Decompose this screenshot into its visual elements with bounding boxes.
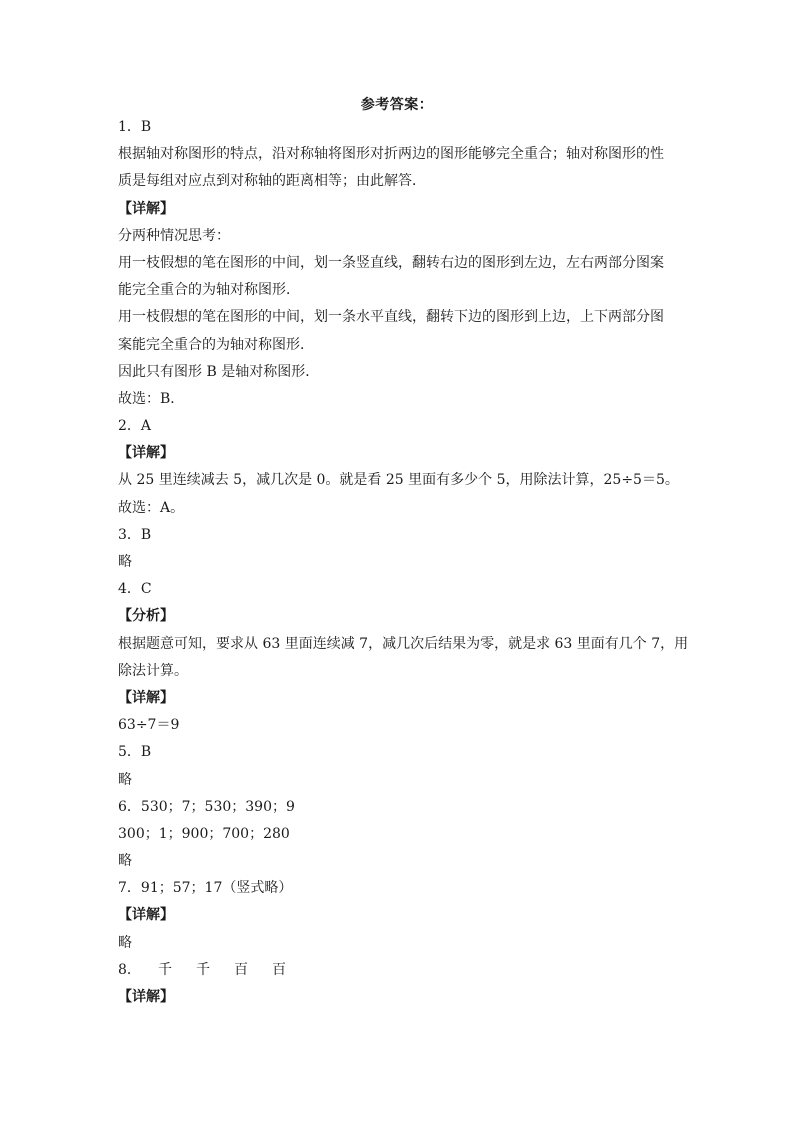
section-heading: 【详解】 bbox=[118, 200, 174, 217]
answer-line: 质是每组对应点到对称轴的距离相等；由此解答． bbox=[118, 173, 426, 190]
answer-line: 根据题意可知，要求从 63 里面连续减 7，减几次后结果为零，就是求 63 里面有几个 7，用 bbox=[118, 635, 689, 652]
answer-blank: 百 bbox=[234, 961, 248, 978]
answer-line: 故选：A。 bbox=[118, 499, 185, 516]
answer-line: 用一枝假想的笔在图形的中间，划一条竖直线，翻转右边的图形到左边，左右两部分图案 bbox=[118, 254, 664, 271]
answer-line: 5．B bbox=[118, 744, 152, 761]
section-heading: 【详解】 bbox=[118, 689, 174, 706]
answer-blank: 千 bbox=[158, 961, 172, 978]
answer-line: 因此只有图形 B 是轴对称图形． bbox=[118, 363, 320, 380]
answer-line: 案能完全重合的为轴对称图形． bbox=[118, 336, 314, 353]
answer-line: 故选：B． bbox=[118, 390, 185, 407]
answer-line: 略 bbox=[118, 771, 132, 788]
section-heading: 【详解】 bbox=[118, 445, 174, 462]
answer-line: 4．C bbox=[118, 581, 152, 598]
answer-line: 7．91；57；17（竖式略） bbox=[118, 880, 293, 897]
question-8-answer bbox=[118, 957, 688, 984]
answer-line: 略 bbox=[118, 934, 132, 951]
answer-line: 能完全重合的为轴对称图形． bbox=[118, 282, 300, 299]
answer-blank: 千 bbox=[196, 961, 210, 978]
answer-line: 根据轴对称图形的特点，沿对称轴将图形对折两边的图形能够完全重合；轴对称图形的性 bbox=[118, 146, 664, 163]
answer-line: 从 25 里连续减去 5，减几次是 0。就是看 25 里面有多少个 5，用除法计算，25÷5＝5。 bbox=[118, 472, 679, 489]
answer-line: 略 bbox=[118, 853, 132, 870]
answer-blank: 百 bbox=[272, 961, 286, 978]
answer-line: 6．530；7；530；390；9 bbox=[118, 798, 295, 815]
page-title: 参考答案： bbox=[360, 97, 434, 113]
answer-line: 1．B bbox=[118, 119, 152, 135]
answer-line: 分两种情况思考： bbox=[118, 227, 230, 244]
answer-line: 3．B bbox=[118, 526, 152, 543]
answer-content bbox=[118, 114, 688, 1011]
answer-line: 63÷7＝9 bbox=[118, 717, 180, 734]
section-heading: 【分析】 bbox=[118, 608, 174, 625]
question-number: 8． bbox=[118, 961, 141, 978]
answer-line: 略 bbox=[118, 554, 132, 570]
section-heading: 【详解】 bbox=[118, 907, 174, 924]
answer-line: 2．A bbox=[118, 418, 152, 435]
answer-line: 用一枝假想的笔在图形的中间，划一条水平直线，翻转下边的图形到上边，上下两部分图 bbox=[118, 309, 664, 326]
answer-line: 300；1；900；700；280 bbox=[118, 825, 290, 842]
answer-line: 除法计算。 bbox=[118, 662, 188, 679]
section-heading: 【详解】 bbox=[118, 989, 174, 1005]
